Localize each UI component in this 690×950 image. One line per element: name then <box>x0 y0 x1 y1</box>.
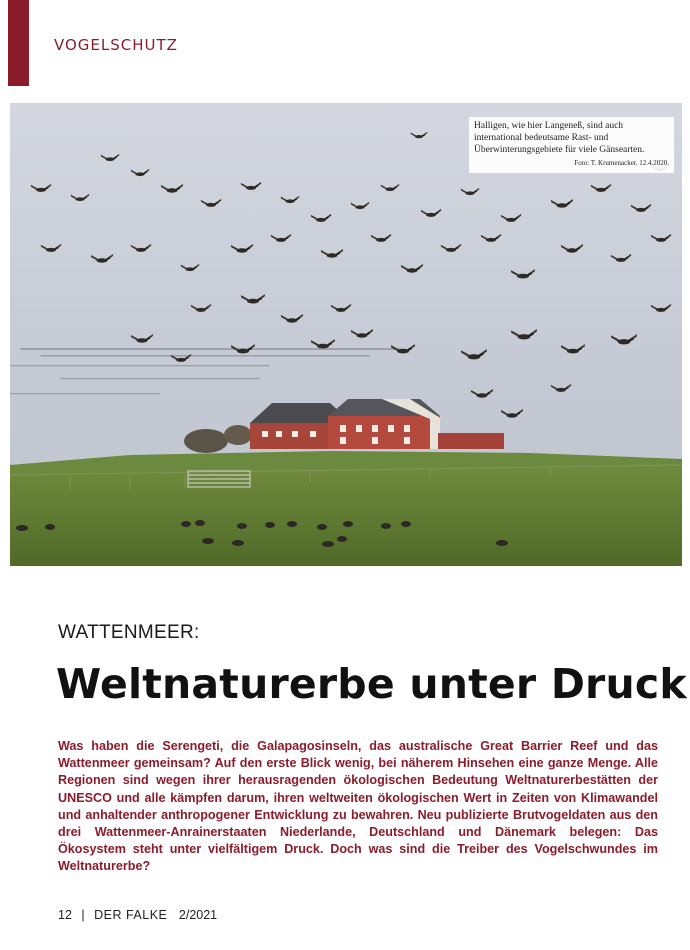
pasture <box>10 469 682 566</box>
trees <box>184 429 228 453</box>
geese-photo <box>10 103 682 566</box>
article-headline: Weltnaturerbe unter Druck <box>56 660 687 708</box>
section-label: VOGELSCHUTZ <box>54 36 178 54</box>
article-kicker: WATTENMEER: <box>58 622 200 643</box>
page-number: 12 <box>58 908 72 922</box>
issue-number: 2/2021 <box>178 908 218 922</box>
magazine-name: DER FALKE <box>94 908 168 922</box>
article-lead: Was haben die Serengeti, die Galapagosinseln, das australische Great Barrier Reef und das Wattenmeer gemeinsam? Auf den erste Blick wenig, bei näherem Hinsehen eine ganze Menge. Alle Regionen sind wegen ihrer herausragenden ökologischen Bedeutung Weltnaturerbestätten der UNESCO und alle kämpfen darum, ihren weltweiten ökologischen Wert in Zeiten von Klimawandel und anhaltender anthropogener Entwicklung zu bewahren. Neu publizierte Brutvogeldaten aus den drei Wattenmeer-Anrainerstaaten Niederlande, Deutschland und Dänemark belegen: Das Ökosystem steht unter vielfältigem Druck. Doch was sind die Treiber des Vogelschwundes im Weltnaturerbe? <box>58 739 658 874</box>
caption-text: Halligen, wie hier Langeneß, sind auch international bedeutsame Rast- und Überwinterungsgebiete für viele Gänsearten. <box>474 121 645 155</box>
photo-credit: Foto: T. Krumenacker. 12.4.2020. <box>574 159 669 167</box>
footer-separator: | <box>81 908 85 922</box>
page-footer <box>58 908 217 922</box>
photo-caption <box>469 117 674 173</box>
section-accent-bar <box>8 0 29 86</box>
